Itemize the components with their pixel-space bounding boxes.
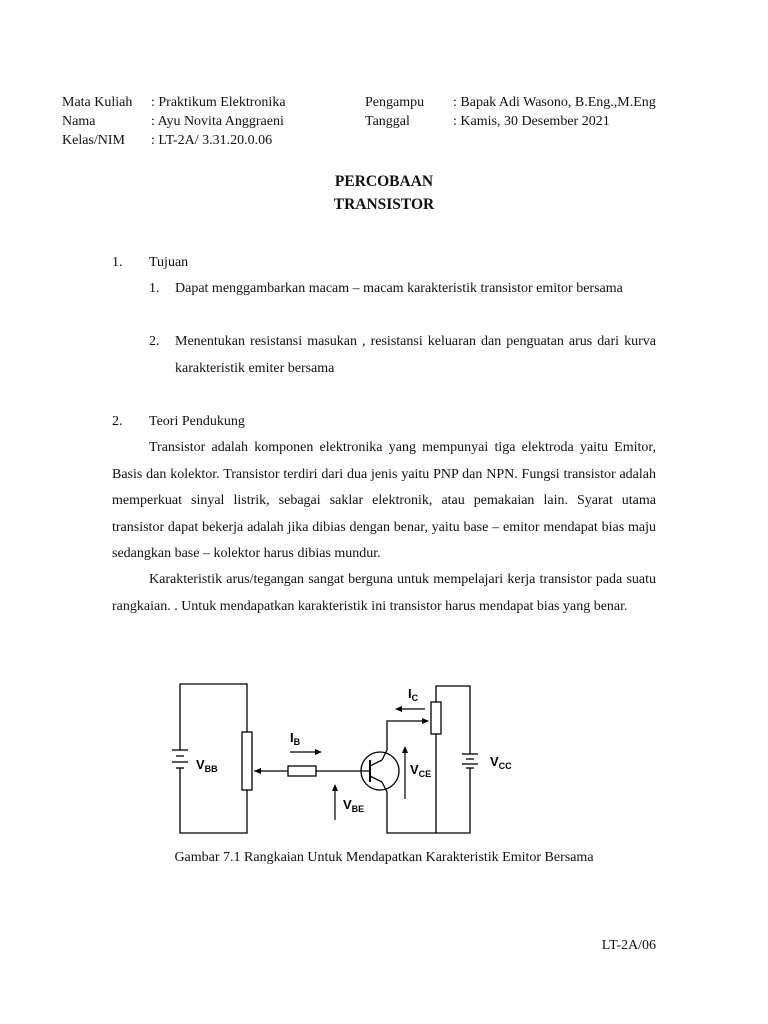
vce-label: $V_{CE}$ [410,762,432,779]
section-number: 2. [112,414,123,429]
document-title [0,170,768,216]
title-line-2: TRANSISTOR [333,196,435,213]
circuit-wires [180,684,470,833]
potentiometer-collector-wiper [422,718,429,724]
list-item-number: 2. [149,334,160,349]
pengampu-label: Pengampu [365,95,425,110]
mata-kuliah-value: : Praktikum Elektronika [151,95,286,110]
circuit-arrows [290,706,425,820]
circuit-diagram [150,672,550,847]
pengampu-value: : Bapak Adi Wasono, B.Eng.,M.Eng [453,95,656,110]
tanggal-label: Tanggal [365,114,410,129]
tanggal-value: : Kamis, 30 Desember 2021 [453,114,610,129]
section-title: Tujuan [149,255,189,270]
list-item-number: 1. [149,281,160,296]
page-footer: LT-2A/06 [601,938,656,953]
transistor-collector-lead [370,760,382,766]
nama-value: : Ayu Novita Anggraeni [151,114,284,129]
section-number: 1. [112,255,123,270]
title-line-1: PERCOBAAN [334,173,434,190]
list-item-text: Dapat menggambarkan macam – macam karakteristik transistor emitor bersama [175,281,623,296]
wire-emitter [382,782,436,833]
paragraph: Transistor adalah komponen elektronika yang mempunyai tiga elektroda yaitu Emitor, Basis dan kolektor. Transistor terdiri dari dua jenis yaitu PNP dan NPN. Fungsi transistor adalah memperkuat sinyal listrik, sebagai saklar elektronik, atau pemakaian lain. Syarat utama transistor dapat bekerja adalah jika dibias dengan benar, yaitu base – emitor mendapat bias maju sedangkan base – kolektor harus dibias mundur. [112,440,656,561]
transistor-emitter-lead [370,776,382,782]
vbe-label: $V_{BE}$ [343,797,365,814]
ic-label: $I_C$ [408,686,419,703]
mata-kuliah-label: Mata Kuliah [62,95,133,110]
potentiometer-collector [431,702,441,734]
kelas-nim-label: Kelas/NIM [62,133,125,148]
wire-right-bottom [436,734,470,833]
section-title: Teori Pendukung [149,414,245,429]
potentiometer-base-wiper [254,768,261,774]
vcc-label: $V_{CC}$ [490,754,512,771]
battery-vcc [462,754,478,768]
potentiometer-base [242,732,252,790]
wire-left-top [180,684,247,750]
nama-label: Nama [62,114,96,129]
vbb-label: $V_{BB}$ [196,757,218,774]
paragraph: Karakteristik arus/tegangan sangat berguna untuk mempelajari kerja transistor pada suatu rangkaian. . Untuk mendapatkan karakteristik ini transistor harus mendapat bias yang benar. [112,572,656,614]
list-item-text: Menentukan resistansi masukan , resistansi keluaran dan penguatan arus dari kurva karakteristik emiter bersama [175,334,656,376]
battery-vbb [172,750,188,768]
wire-left-bottom [180,768,247,833]
kelas-nim-value: : LT-2A/ 3.31.20.0.06 [151,133,273,148]
figure-caption: Gambar 7.1 Rangkaian Untuk Mendapatkan Karakteristik Emitor Bersama [174,850,594,865]
ib-label: $I_B$ [290,730,301,747]
base-resistor [288,766,316,776]
